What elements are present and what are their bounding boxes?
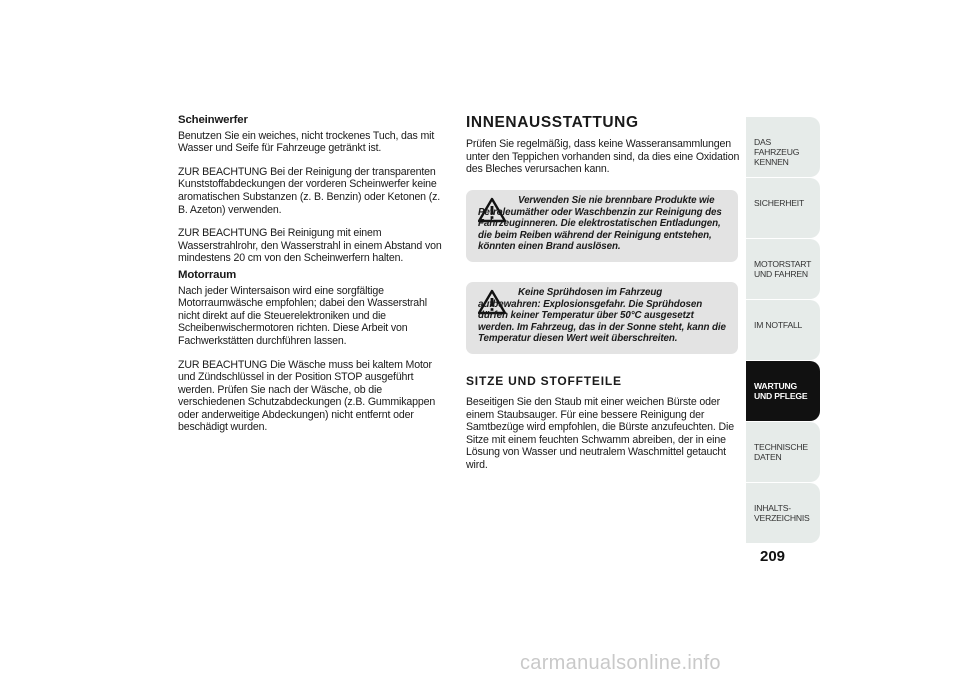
headlight-heading: Scheinwerfer bbox=[178, 114, 248, 126]
page-number: 209 bbox=[760, 548, 786, 565]
interior-paragraph: Prüfen Sie regelmäßig, dass keine Wasseransammlungen unter den Teppichen vorhanden sind, da dies eine Oxidation des Bleches verursachen kann. bbox=[466, 138, 740, 176]
tab-das-fahrzeug-kennen[interactable]: DAS FAHRZEUG KENNEN bbox=[746, 117, 820, 177]
tab-technische-daten[interactable]: TECHNISCHE DATEN bbox=[746, 422, 820, 482]
tab-wartung-und-pflege[interactable]: WARTUNG UND PFLEGE bbox=[746, 361, 820, 421]
tab-motorstart-und-fahren[interactable]: MOTORSTART UND FAHREN bbox=[746, 239, 820, 299]
watermark: carmanualsonline.info bbox=[520, 652, 721, 674]
tab-im-notfall[interactable]: IM NOTFALL bbox=[746, 300, 820, 360]
tab-inhaltsverzeichnis[interactable]: INHALTS-VERZEICHNIS bbox=[746, 483, 820, 543]
warning-box-flammable bbox=[466, 190, 738, 262]
interior-heading: INNENAUSSTATTUNG bbox=[466, 114, 639, 131]
seats-section bbox=[466, 372, 740, 472]
seats-heading: SITZE UND STOFFTEILE bbox=[466, 374, 622, 388]
seats-paragraph: Beseitigen Sie den Staub mit einer weichen Bürste oder einem Staubsauger. Für eine bessere Reinigung der Samtbezüge wird empfohlen, die Bürste anzufeuchten. Die Sitze mit einem feuchten Schwamm abreiben, der in eine Lösung von Wasser und neutralem Waschmittel getaucht wird. bbox=[466, 396, 734, 471]
engine-paragraph-1: Nach jeder Wintersaison wird eine sorgfältige Motorraumwäsche empfohlen; dabei den Wasserstrahl nicht direkt auf die Steuerelektroniken und die Scheibenwischermotoren richten. Diese Arbeit von Fachwerkstätten durchführen lassen. bbox=[178, 284, 427, 347]
headlight-paragraph-2: ZUR BEACHTUNG Bei der Reinigung der transparenten Kunststoffabdeckungen der vorderen Scheinwerfer keine aromatischen Substanzen (z. B. Benzin) oder Ketonen (z. B. Azeton) verwenden. bbox=[178, 165, 441, 216]
warning-text-spray: Keine Sprühdosen im Fahrzeug aufbewahren: Explosionsgefahr. Die Sprühdosen dürfen keiner Temperatur über 50°C ausgesetzt werden. Im Fahrzeug, das in der Sonne steht, kann die Temperatur diesen Wert weit überschreiten. bbox=[478, 287, 726, 345]
headlight-paragraph-3: ZUR BEACHTUNG Bei Reinigung mit einem Wasserstrahlrohr, den Wasserstrahl in einem Abstand von mindestens 20 cm von den Scheinwerfern halten. bbox=[178, 227, 442, 265]
headlight-paragraph-1: Benutzen Sie ein weiches, nicht trockenes Tuch, das mit Wasser und Seife für Fahrzeuge getränkt ist. bbox=[178, 129, 435, 155]
warning-text-flammable: Verwenden Sie nie brennbare Produkte wie Petroleumäther oder Waschbenzin zur Reinigung des Fahrzeuginneren. Die elektrostatischen Entladungen, die beim Reiben während der Reinigung entstehen, könnten einen Brand auslösen. bbox=[478, 195, 722, 253]
tab-sicherheit[interactable]: SICHERHEIT bbox=[746, 178, 820, 238]
warning-box-spray bbox=[466, 282, 738, 354]
left-column bbox=[178, 114, 450, 445]
engine-paragraph-2: ZUR BEACHTUNG Die Wäsche muss bei kaltem Motor und Zündschlüssel in der Position STOP ausgeführt werden. Prüfen Sie nach der Wäsche, ob die verschiedenen Schutzabdeckungen (z.B. Gummikappen oder anderweitige Abdeckungen) nicht entfernt oder beschädigt wurden. bbox=[178, 358, 436, 434]
chapter-tabs bbox=[746, 117, 820, 544]
engine-heading: Motorraum bbox=[178, 268, 237, 281]
right-column-top bbox=[466, 114, 740, 187]
